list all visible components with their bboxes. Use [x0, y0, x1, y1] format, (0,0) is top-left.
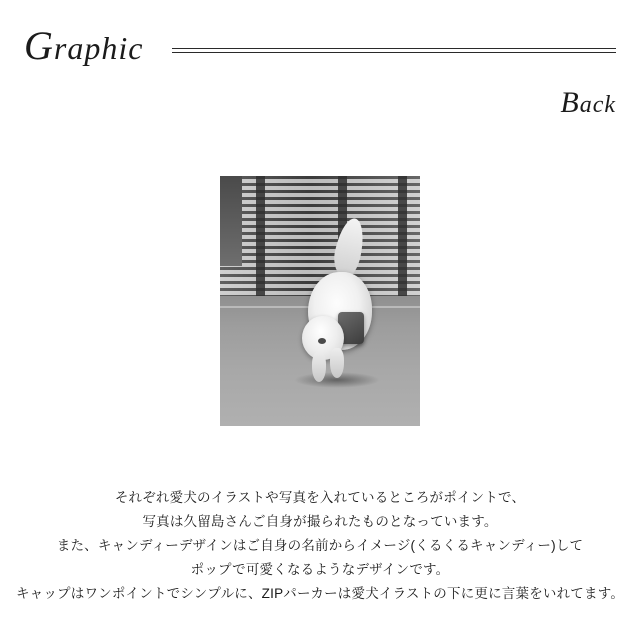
page-header: [0, 23, 640, 72]
header-divider-rule: [172, 48, 616, 53]
caption-line: ポップで可愛くなるようなデザインです。: [190, 562, 450, 577]
page-title-rest: raphic: [53, 30, 144, 66]
caption-line: 写真は久留島さんご自身が撮られたものとなっています。: [142, 514, 498, 529]
photo-canvas: [220, 176, 420, 426]
dog-photograph: [220, 176, 420, 426]
dog-nose: [318, 338, 326, 344]
dog-leg: [330, 348, 344, 378]
dog-leg: [312, 352, 326, 382]
page-title-initial: G: [24, 23, 54, 68]
page-title: [24, 23, 144, 68]
background-wall: [220, 176, 242, 266]
fence-post: [256, 176, 265, 296]
caption-line: キャップはワンポイントでシンプルに、ZIPパーカーは愛犬イラストの下に更に言葉をいれてます。: [15, 586, 625, 601]
fence-post: [398, 176, 407, 296]
caption-line: また、キャンディーデザインはご自身の名前からイメージ(くるくるキャンディー)して: [56, 538, 584, 553]
section-subtitle: [560, 86, 616, 120]
divider-line-bottom: [172, 52, 616, 53]
section-subtitle-initial: B: [560, 86, 580, 119]
caption-block: [0, 486, 640, 606]
section-subtitle-rest: ack: [579, 92, 616, 118]
caption-line: それぞれ愛犬のイラストや写真を入れているところがポイントで、: [114, 490, 526, 505]
divider-line-top: [172, 48, 616, 49]
fence-slats: [220, 176, 420, 296]
